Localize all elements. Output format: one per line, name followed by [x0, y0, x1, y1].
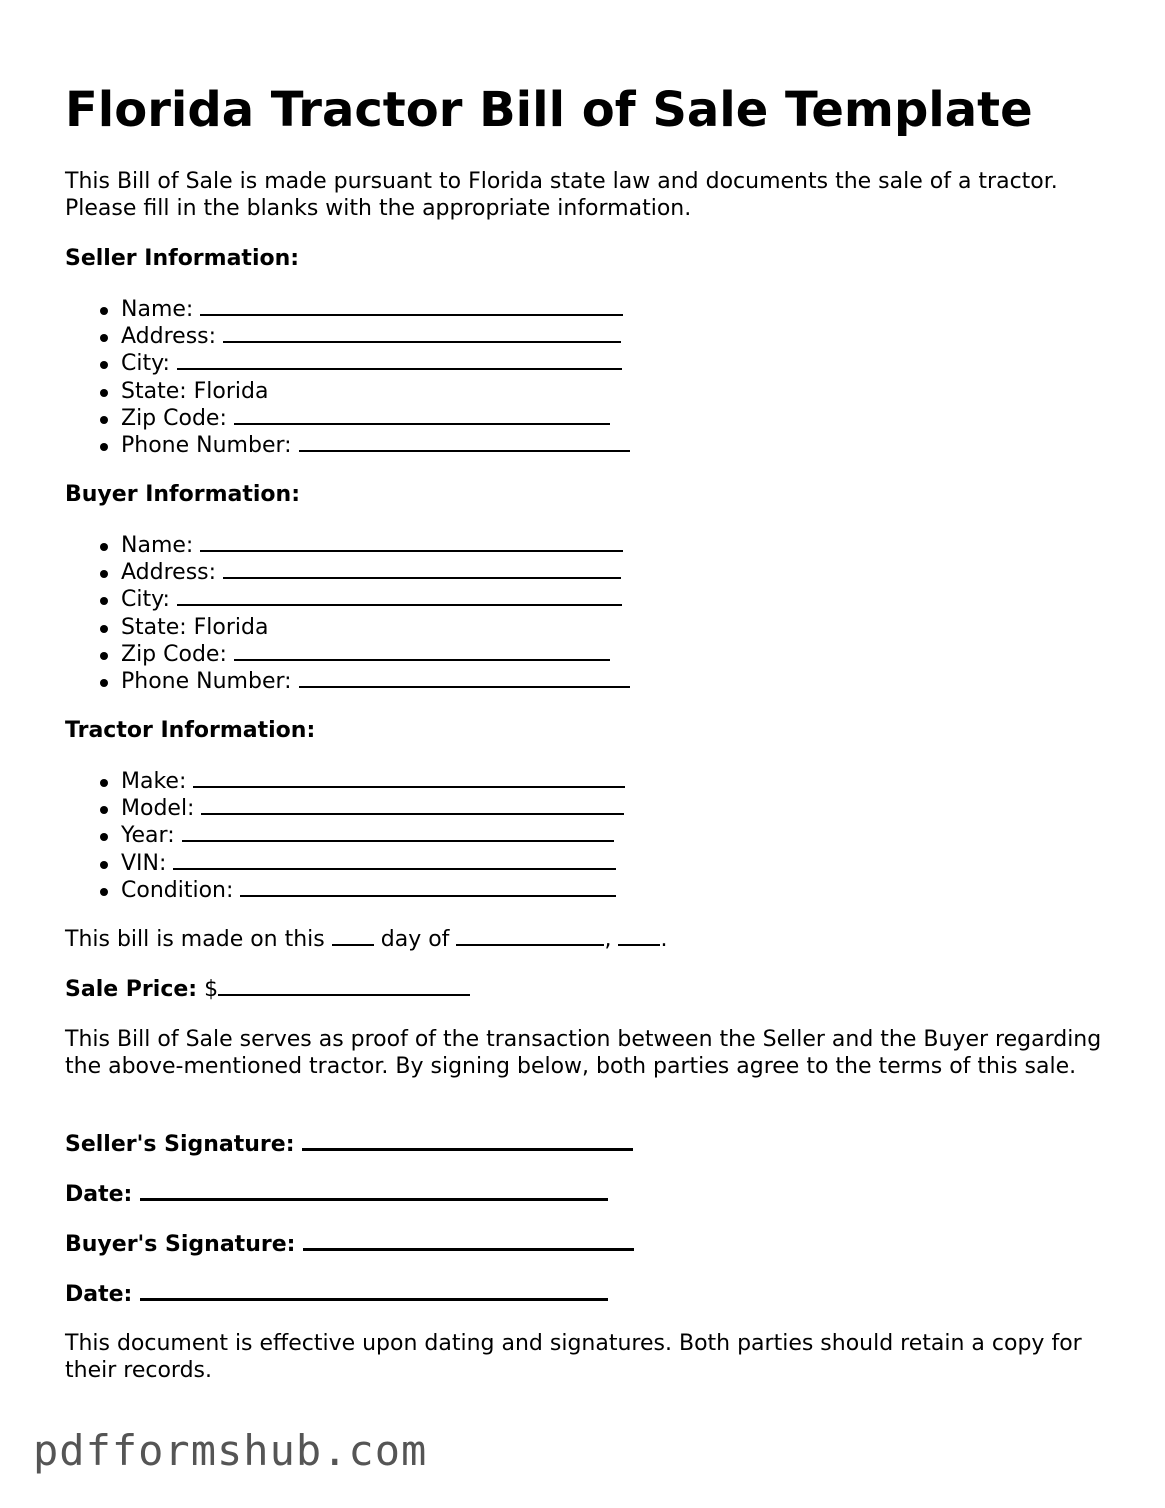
buyer-zip-item	[99, 641, 630, 668]
seller-zip-item	[99, 405, 630, 432]
buyer-date-row	[65, 1280, 608, 1308]
seller-state-item	[99, 378, 630, 405]
bill-day-field[interactable]	[332, 926, 374, 946]
buyer-date-field[interactable]	[140, 1280, 608, 1301]
closing-paragraph: This document is effective upon dating and signatures. Both parties should retain a copy for their records.	[65, 1331, 1082, 1383]
tractor-year-label: Year:	[121, 823, 175, 849]
seller-signature-row	[65, 1130, 633, 1158]
bill-date-end: .	[660, 927, 668, 952]
bill-date-comma: ,	[604, 927, 612, 952]
seller-signature-label: Seller's Signature:	[65, 1132, 295, 1157]
seller-zip-field[interactable]	[234, 405, 610, 425]
seller-date-row	[65, 1180, 608, 1208]
seller-name-item	[99, 296, 630, 323]
sale-price-label: Sale Price:	[65, 977, 198, 1002]
sale-price-currency: $	[204, 977, 219, 1002]
tractor-make-field[interactable]	[193, 768, 625, 788]
tractor-vin-item	[99, 850, 625, 877]
bill-date-middle: day of	[380, 927, 450, 952]
bill-year-field[interactable]	[618, 926, 660, 946]
tractor-year-field[interactable]	[182, 822, 614, 842]
intro-paragraph: This Bill of Sale is made pursuant to Florida state law and documents the sale of a tractor. Please fill in the blanks with the appropriate information.	[65, 169, 1058, 221]
watermark: pdfformshub.com	[33, 1426, 428, 1475]
tractor-vin-label: VIN:	[121, 850, 167, 876]
seller-date-label: Date:	[65, 1182, 133, 1207]
buyer-date-label: Date:	[65, 1282, 133, 1307]
tractor-make-item	[99, 768, 625, 795]
statement-paragraph: This Bill of Sale serves as proof of the transaction between the Seller and the Buyer regarding the above-mentioned tractor. By signing below, both parties agree to the terms of this sale.	[65, 1027, 1102, 1079]
seller-phone-label: Phone Number:	[121, 433, 292, 459]
buyer-state-item	[99, 614, 630, 641]
seller-address-item	[99, 323, 630, 350]
seller-name-field[interactable]	[200, 296, 623, 316]
buyer-city-label: City:	[121, 587, 170, 613]
buyer-phone-item	[99, 668, 630, 695]
seller-address-field[interactable]	[223, 323, 621, 343]
seller-heading: Seller Information:	[65, 246, 300, 271]
buyer-city-field[interactable]	[177, 586, 622, 606]
tractor-condition-field[interactable]	[240, 877, 616, 897]
buyer-fields-list	[99, 532, 630, 695]
buyer-name-field[interactable]	[200, 532, 623, 552]
tractor-year-item	[99, 822, 625, 849]
tractor-fields-list	[99, 768, 625, 904]
seller-city-field[interactable]	[177, 350, 622, 370]
buyer-signature-row	[65, 1230, 634, 1258]
tractor-condition-label: Condition:	[121, 877, 234, 903]
seller-city-label: City:	[121, 351, 170, 377]
seller-phone-field[interactable]	[299, 432, 630, 452]
buyer-address-item	[99, 559, 630, 586]
buyer-phone-label: Phone Number:	[121, 669, 292, 695]
tractor-vin-field[interactable]	[173, 850, 616, 870]
seller-phone-item	[99, 432, 630, 459]
buyer-address-field[interactable]	[223, 559, 621, 579]
buyer-address-label: Address:	[121, 560, 217, 586]
seller-zip-label: Zip Code:	[121, 405, 227, 431]
tractor-model-label: Model:	[121, 796, 195, 822]
bill-date-prefix: This bill is made on this	[65, 927, 325, 952]
seller-address-label: Address:	[121, 324, 217, 350]
buyer-name-label: Name:	[121, 533, 194, 558]
tractor-model-field[interactable]	[201, 795, 624, 815]
tractor-heading: Tractor Information:	[65, 718, 316, 743]
document-title: Florida Tractor Bill of Sale Template	[65, 82, 1033, 138]
seller-name-label: Name:	[121, 297, 194, 322]
sale-price-row	[65, 976, 1105, 1003]
seller-signature-field[interactable]	[302, 1130, 633, 1151]
seller-city-item	[99, 350, 630, 377]
buyer-phone-field[interactable]	[299, 668, 630, 688]
buyer-heading: Buyer Information:	[65, 482, 300, 507]
seller-state-label: State: Florida	[121, 378, 269, 404]
bill-month-field[interactable]	[456, 926, 604, 946]
sale-price-field[interactable]	[218, 976, 470, 996]
buyer-signature-label: Buyer's Signature:	[65, 1232, 296, 1257]
buyer-zip-field[interactable]	[234, 641, 610, 661]
buyer-zip-label: Zip Code:	[121, 641, 227, 667]
buyer-signature-field[interactable]	[303, 1230, 634, 1251]
tractor-make-label: Make:	[121, 769, 187, 794]
buyer-name-item	[99, 532, 630, 559]
seller-date-field[interactable]	[140, 1180, 608, 1201]
buyer-state-label: State: Florida	[121, 614, 269, 640]
tractor-model-item	[99, 795, 625, 822]
tractor-condition-item	[99, 877, 625, 904]
seller-fields-list	[99, 296, 630, 459]
buyer-city-item	[99, 586, 630, 613]
bill-date-line	[65, 926, 1105, 953]
